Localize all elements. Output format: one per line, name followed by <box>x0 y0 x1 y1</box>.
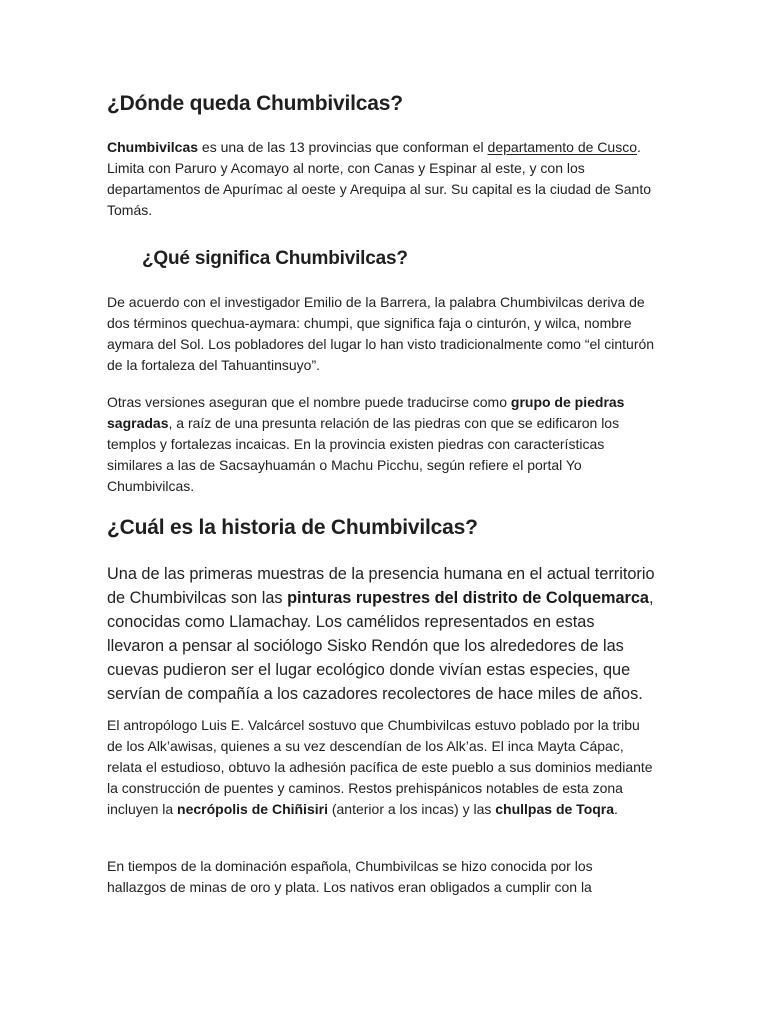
history1-text-2: , conocidas como Llamachay. Los camélidos representados en estas llevaron a pensar al sociólogo Sisko Rendón que los alrededores de las cuevas pudieron ser el lugar ecológico donde vivían estas especies, que servían de compañía a los cazadores recolectores de hace miles de años. <box>107 589 654 703</box>
intro-text-1: es una de las 13 provincias que conforman el <box>198 139 488 155</box>
meaning-paragraph-1: De acuerdo con el investigador Emilio de la Barrera, la palabra Chumbivilcas deriva de dos términos quechua-aymara: chumpi, que significa faja o cinturón, y wilca, nombre aymara del Sol. Los pobladores del lugar lo han visto tradicionalmente como “el cinturón de la fortaleza del Tahuantinsuyo”. <box>107 294 655 373</box>
history1-bold: pinturas rupestres del distrito de Colquemarca <box>287 589 649 607</box>
history2-text-3: . <box>614 801 618 817</box>
intro-bold-name: Chumbivilcas <box>107 139 199 155</box>
history2-bold-2: chullpas de Toqra <box>495 801 615 817</box>
history-paragraph-3: En tiempos de la dominación española, Chumbivilcas se hizo conocida por los hallazgos de minas de oro y plata. Los nativos eran obligados a cumplir con la <box>107 858 593 895</box>
history-paragraph-2 <box>107 715 655 820</box>
meaning2-bold: grupo de piedras sagradas <box>107 394 625 431</box>
history-paragraph-1 <box>107 562 655 706</box>
meaning2-text-2: , a raíz de una presunta relación de las piedras con que se edificaron los templos y fortalezas incaicas. En la provincia existen piedras con características similares a las de Sacsayhuamán o Machu Picchu, según refiere el portal Yo Chumbivilcas. <box>107 415 620 494</box>
meaning2-text-1: Otras versiones aseguran que el nombre puede traducirse como <box>107 394 511 410</box>
heading-history: ¿Cuál es la historia de Chumbivilcas? <box>107 516 478 539</box>
history2-text-1: El antropólogo Luis E. Valcárcel sostuvo que Chumbivilcas estuvo poblado por la tribu de los Alk’awisas, quienes a su vez descendían de los Alk’as. El inca Mayta Cápac, relata el estudioso, obtuvo la adhesión pacífica de este pueblo a sus dominios mediante la construcción de puentes y caminos. Restos prehispánicos notables de esta zona incluyen la <box>107 717 653 817</box>
history2-bold-1: necrópolis de Chiñisiri <box>177 801 328 817</box>
intro-paragraph <box>107 137 655 221</box>
history1-text-1: Una de las primeras muestras de la presencia humana en el actual territorio de Chumbivilcas son las <box>107 565 655 607</box>
meaning-paragraph-2 <box>107 392 655 497</box>
heading-meaning: ¿Qué significa Chumbivilcas? <box>142 248 408 269</box>
link-departamento-cusco[interactable]: departamento de Cusco <box>487 139 637 155</box>
intro-text-2: . Limita con Paruro y Acomayo al norte, con Canas y Espinar al este, y con los departamentos de Apurímac al oeste y Arequipa al sur. Su capital es la ciudad de Santo Tomás. <box>107 139 652 218</box>
heading-where: ¿Dónde queda Chumbivilcas? <box>107 92 403 115</box>
history2-text-2: (anterior a los incas) y las <box>327 801 496 817</box>
